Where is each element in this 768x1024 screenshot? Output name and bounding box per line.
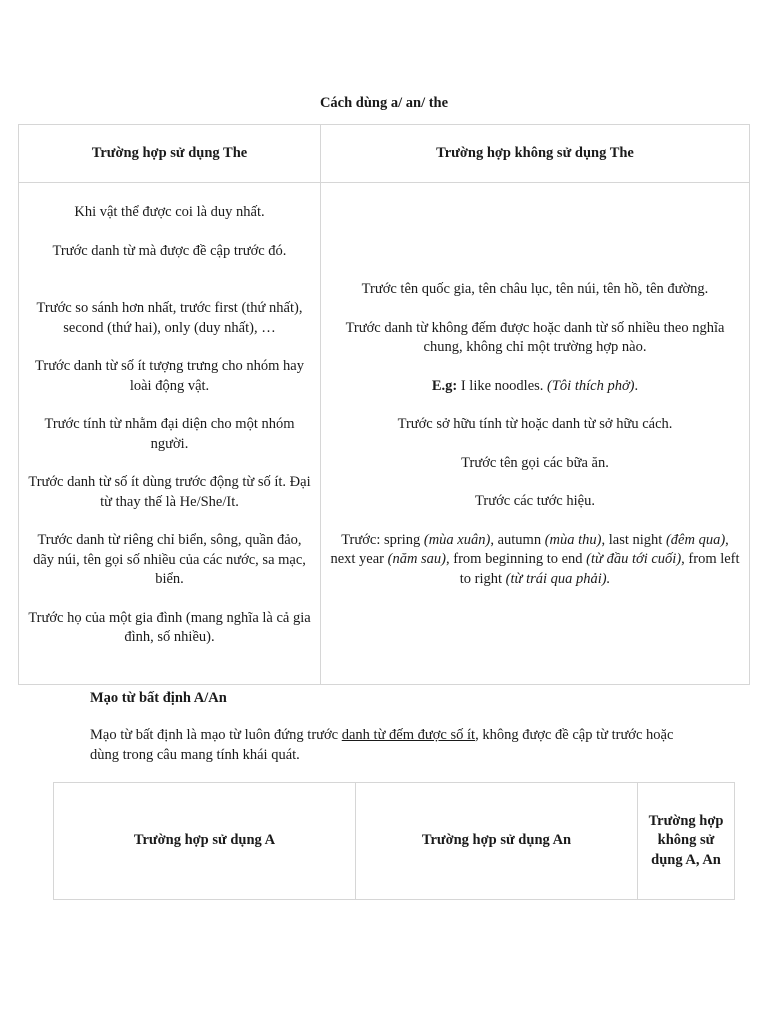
use-the-item: Trước danh từ số ít tượng trưng cho nhóm hay loài động vật. (35, 358, 304, 394)
use-the-item: Trước danh từ số ít dùng trước động từ số ít. Đại từ thay thế là He/She/It. (28, 474, 311, 510)
use-the-item: Trước họ của một gia đình (mang nghĩa là cả gia đình, số nhiều). (28, 609, 311, 645)
phrase-text: , autumn (490, 531, 545, 548)
phrase-translation: (mùa thu) (544, 531, 602, 548)
header-use-the: Trường hợp sử dụng The (19, 125, 321, 183)
example-end: . (634, 377, 639, 394)
paragraph-text: Mạo từ bất định là mạo từ luôn đứng trước (90, 727, 342, 743)
indefinite-article-heading: Mạo từ bất định A/An (90, 690, 227, 706)
not-use-the-item: Trước tên quốc gia, tên châu lục, tên núi, tên hồ, tên đường. (361, 281, 709, 297)
use-the-item: Trước tính từ nhằm đại diện cho một nhóm người. (44, 416, 295, 452)
not-use-the-item: Trước tên gọi các bữa ăn. (461, 454, 609, 471)
indefinite-article-paragraph (90, 726, 690, 765)
phrase-text: , next year (330, 531, 729, 567)
not-use-the-cell (321, 183, 750, 685)
phrase-translation: (mùa xuân) (423, 531, 491, 548)
phrase-text: . (606, 570, 611, 587)
phrase-text: , last night (601, 531, 666, 548)
use-the-cell (19, 183, 321, 685)
not-use-the-item: Trước sở hữu tính từ hoặc danh từ sở hữu cách. (397, 416, 673, 432)
phrase-text: Trước: spring (341, 531, 424, 548)
use-the-item: Trước danh từ riêng chỉ biển, sông, quần đảo, dãy núi, tên gọi số nhiều của các nước, sa mạc, biển. (33, 532, 306, 587)
phrase-translation: (đêm qua) (665, 531, 726, 548)
document-title: Cách dùng a/ an/ the (319, 95, 449, 111)
phrase-text: , from left to right (459, 551, 740, 587)
header-not-use-a-an: Trường hợp không sử dụng A, An (638, 783, 735, 900)
not-use-the-item: Trước danh từ không đếm được hoặc danh từ số nhiều theo nghĩa chung, không chỉ một trường hợp nào. (345, 319, 725, 355)
phrase-translation: (từ trái qua phải) (505, 570, 607, 587)
paragraph-text: , không được đề cập từ trước hoặc dùng trong câu mang tính khái quát. (90, 727, 674, 763)
phrase-text: , from beginning to end (446, 551, 587, 567)
example-label: E.g: (431, 377, 458, 394)
phrase-translation: (từ đầu tới cuối) (586, 551, 682, 567)
not-use-the-item: Trước các tước hiệu. (475, 493, 595, 509)
the-usage-table (18, 124, 750, 685)
a-an-usage-table (53, 782, 735, 900)
time-expressions-item (329, 531, 741, 590)
header-not-use-the: Trường hợp không sử dụng The (321, 125, 750, 183)
phrase-translation: (năm sau) (387, 551, 447, 567)
header-use-an: Trường hợp sử dụng An (356, 783, 638, 900)
example-translation: (Tôi thích phở) (547, 377, 635, 394)
use-the-item: Trước so sánh hơn nhất, trước first (thứ nhất), second (thứ hai), only (duy nhất), … (36, 300, 303, 336)
example-line (329, 377, 741, 397)
header-use-a: Trường hợp sử dụng A (54, 783, 356, 900)
example-text: I like noodles. (457, 377, 548, 394)
underlined-term: danh từ đếm được số ít (341, 727, 476, 743)
use-the-item: Trước danh từ mà được đề cập trước đó. (52, 242, 287, 259)
use-the-item: Khi vật thể được coi là duy nhất. (74, 204, 265, 220)
use-the-list (27, 183, 312, 648)
not-use-the-list (329, 183, 741, 589)
